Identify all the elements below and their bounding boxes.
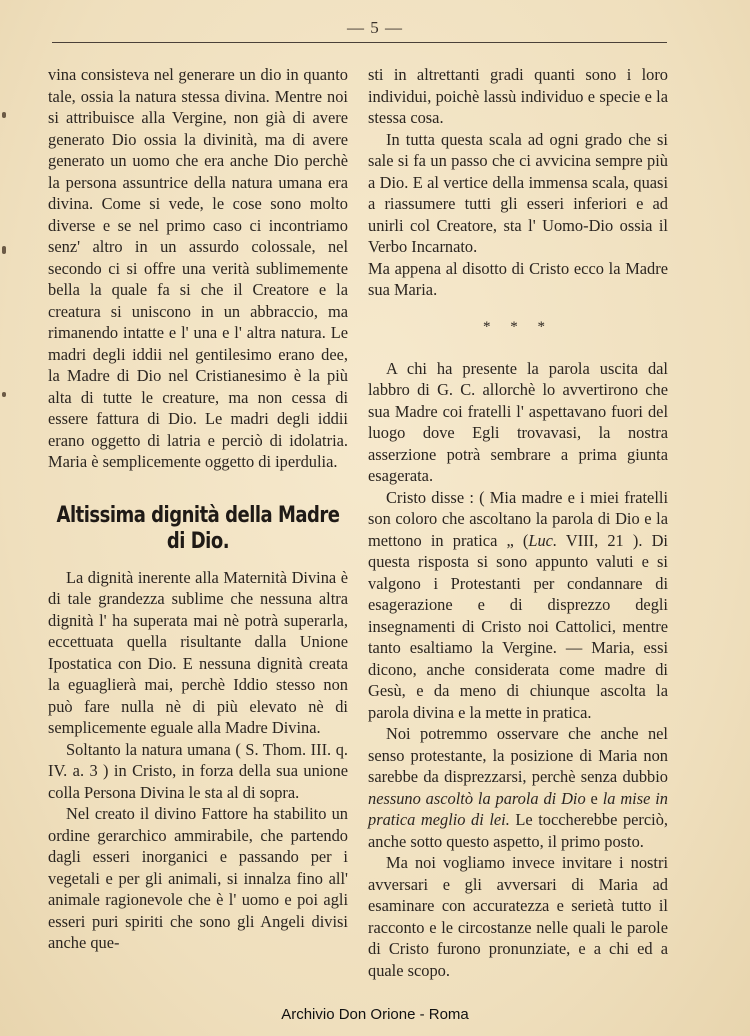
section-separator: * * * xyxy=(483,318,553,335)
italic-phrase: la mise in pratica meglio di lei. xyxy=(368,788,668,829)
italic-phrase: nessuno ascoltò la parola di Dio xyxy=(368,788,586,808)
page-edge-mark xyxy=(2,392,6,397)
right-paragraph-6 xyxy=(368,723,668,852)
archive-footer: Archivio Don Orione - Roma xyxy=(281,1006,469,1023)
left-paragraph-3: Soltanto la natura umana ( S. Thom. III. q. IV. a. 3 ) in Cristo, in forza della sua unione colla Persona Divina le sta al di sopra. xyxy=(48,739,348,802)
right-paragraph-5 xyxy=(368,487,668,724)
section-title: Altissima dignità della Madre di Dio. xyxy=(56,501,340,554)
header-rule xyxy=(52,42,667,43)
left-paragraph-1: vina consisteva nel generare un dio in quanto tale, ossia la natura stessa divina. Mentre noi si attribuisce alla Vergine, non già di avere generato Dio ossia la divinità, ma di avere generato un uomo che era anche Dio perchè la persona assuntrice della natura umana era divina. Come si vede, le cose sono molto diverse e se nel primo caso ci incontriamo senz' altro in un assurdo colossale, nel secondo ci si offre una verità sublimemente bella la quale fa si che il Creatore e la creatura si uniscono in un abbraccio, ma rimanendo intatte e l' una e l' altra natura. Le madri degli iddii nel gentilesimo erano dee, la Madre di Dio nel Cristianesimo è la più alta di tutte le creature, ma non cessa di essere fattura di Dio. Le madri degli iddii erano oggetto di latria e perciò di idolatria. Maria è semplicemente oggetto di iperdulia. xyxy=(48,65,348,471)
right-paragraph-4: A chi ha presente la parola uscita dal labbro di G. C. allorchè lo avvertirono che sua Madre coi fratelli l' aspettavano fuori del luogo dove Egli trovavasi, la nostra asserzione potrà sembrare a prima giunta esagerata. xyxy=(368,358,668,485)
paragraph-text: e xyxy=(585,788,603,808)
page-edge-mark xyxy=(2,112,6,118)
left-paragraph-2: La dignità inerente alla Maternità Divina è di tale grandezza sublime che nessuna altra dignità l' ha superata mai nè potrà superarla, eccettuata quella risultante dalla Unione Ipostatica con Dio. E nessuna dignità creata la eguaglierà mai, perchè Iddio stesso non può fare nulla nè di più elevato nè di semplicemente eguale alla Madre Divina. xyxy=(48,567,348,737)
page-number: — 5 — xyxy=(347,18,403,37)
right-paragraph-7: Ma noi vogliamo invece invitare i nostri avversari e gli avversari di Maria ad esaminare con accuratezza e serietà tutto il racconto e le circostanze nelle quali le parole di Cristo furono pronunziate, e a chi ed a quale scopo. xyxy=(368,853,668,980)
quote-continuation: VIII, 21 ). Di questa risposta si sono appunto valuti e si valgono i Protestanti per condannare di esagerazione e di disprezzo degli insegnamenti di Cristo noi Cattolici, mentre tanto esaltiamo la Vergine. — Maria, essi dicono, anche considerata come madre di Gesù, e da meno di chiunque ascolta la parola divina e la mette in pratica. xyxy=(368,530,668,722)
right-column xyxy=(368,64,668,981)
right-paragraph-3: Ma appena al disotto di Cristo ecco la Madre sua Maria. xyxy=(368,258,668,299)
gospel-reference: Luc. xyxy=(528,530,558,550)
left-paragraph-4: Nel creato il divino Fattore ha stabilito un ordine gerarchico ammirabile, che partendo dagli esseri inorganici e passando per i vegetali e per gli animali, si innalza fino all' animale ragionevole che è l' uomo e poi agli esseri puri spiriti che sono gli Angeli divisi anche que- xyxy=(48,804,348,952)
right-paragraph-2: In tutta questa scala ad ogni grado che si sale si fa un passo che ci avvicina sempre più a Dio. E al vertice della immensa scala, quasi a riassumere tutti gli esseri inferiori e ad unirli col Creatore, sta l' Uomo-Dio ossia il Verbo Incarnato. xyxy=(368,129,668,256)
right-paragraph-1: sti in altrettanti gradi quanti sono i loro individui, poichè lassù individuo e specie e la stessa cosa. xyxy=(368,65,668,127)
paragraph-text: Noi potremmo osservare che anche nel senso protestante, la posizione di Maria non sarebbe da disprezzarsi, perchè senza dubbio xyxy=(368,724,668,786)
quote-text: Cristo disse : ( Mia madre e i miei fratelli son coloro che ascoltano la parola di Dio e la mettono in pratica „ ( xyxy=(368,487,668,550)
page-edge-mark xyxy=(2,246,6,254)
left-column xyxy=(48,64,348,954)
paragraph-text: Le toccherebbe perciò, anche sotto questo aspetto, il primo posto. xyxy=(368,810,668,851)
